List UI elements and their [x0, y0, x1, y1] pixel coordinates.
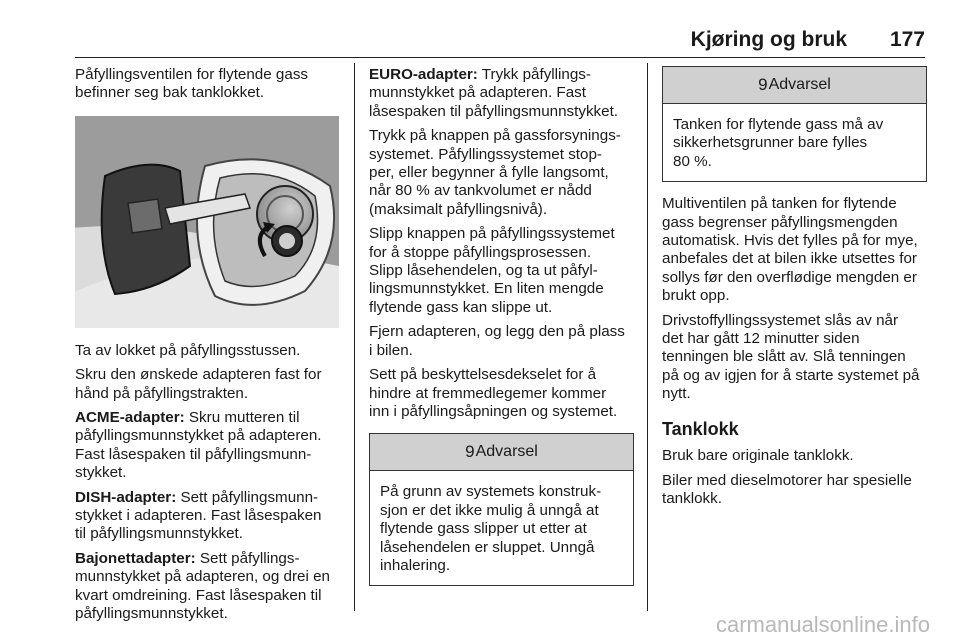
column-1 [75, 66, 340, 630]
euro-adapter-paragraph: EURO-adapter: Trykk påfyllings- munnstykket på adapteren. Fast låsespaken til påfyllingsmunnstykket. [369, 66, 619, 120]
remove-adapter-paragraph: Fjern adapteren, og legg den på plass i bilen. [369, 323, 625, 359]
section-title-tanklokk: Tanklokk [662, 418, 739, 439]
bayonet-adapter-paragraph: Bajonettadapter: Sett påfyllings- munnstykket på adapteren, og drei en kvart omdreining. Fast låsespaken til påfyllingsmunnstykket. [75, 549, 330, 623]
warning-text: Tanken for flytende gass må av sikkerhetsgrunner bare fylles 80 %. [673, 116, 884, 170]
acme-label: ACME-adapter: [75, 409, 185, 427]
release-button-paragraph: Slipp knappen på påfyllingssystemet for å stoppe påfyllingsprosessen. Slipp låsehendelen, og ta ut påfyl- lingsmunnstykket. En liten mengde flytende gass kan slippe ut. [369, 225, 615, 316]
intro-paragraph: Påfyllingsventilen for flytende gass befinner seg bak tanklokket. [75, 66, 309, 102]
column-divider-1 [354, 63, 355, 611]
diesel-caps-paragraph: Biler med dieselmotorer har spesielle tanklokk. [662, 471, 912, 507]
page-number: 177 [889, 28, 925, 51]
acme-adapter-paragraph: ACME-adapter: Skru mutteren til påfyllingsmunnstykket på adapteren. Fast låsespaken til påfyllingsmunn- stykket. [75, 409, 322, 482]
warning-title: Advarsel [768, 75, 831, 93]
page-header [75, 28, 925, 56]
fuel-filler-lpg-valve-illustration-icon [75, 116, 339, 328]
bayonet-label: Bajonettadapter: [75, 549, 196, 567]
fuel-filler-figure [75, 116, 339, 328]
protective-cover-paragraph: Sett på beskyttelsesdekselet for å hindre at fremmedlegemer kommer inn i påfyllingsåpningen og systemet. [369, 366, 618, 420]
column-3 [662, 66, 927, 514]
column-2 [369, 66, 634, 586]
warning-title: Advarsel [475, 443, 538, 461]
column-divider-2 [647, 63, 648, 611]
warning-text: På grunn av systemets konstruk- sjon er det ikke mulig å unngå at flytende gass slipper ut etter at låsehendelen er sluppet. Unngå inhalering. [380, 483, 602, 574]
euro-label: EURO-adapter: [369, 66, 478, 83]
warning-box-fill-level [662, 66, 927, 182]
dish-label: DISH-adapter: [75, 488, 177, 506]
warning-header [370, 434, 633, 471]
press-button-paragraph: Trykk på knappen på gassforsynings- systemet. Påfyllingssystemet stop- per, eller begynner å fylle langsomt, når 80 % av tankvolumet er nådd (maksimalt påfyllingsnivå). [369, 127, 621, 218]
fuel-system-shutoff-paragraph: Drivstoffyllingssystemet slås av når det har gått 12 minutter siden tenningen ble slått av. Slå tenningen på og av igjen for å starte systemet på nytt. [662, 311, 920, 403]
warning-header [663, 67, 926, 104]
dish-adapter-paragraph: DISH-adapter: Sett påfyllingsmunn- stykket i adapteren. Fast låsespaken til påfyllingsmunnstykket. [75, 488, 322, 543]
original-caps-paragraph: Bruk bare originale tanklokk. [662, 447, 854, 465]
header-rule [75, 57, 925, 58]
remove-cap-paragraph: Ta av lokket på påfyllingsstussen. [75, 341, 301, 359]
warning-box-gas-release [369, 433, 634, 586]
multivalve-paragraph: Multiventilen på tanken for flytende gass begrenser påfyllingsmengden automatisk. Hvis det fylles på for mye, anbefales det at bilen ikke utsettes for sollys før den overflødige mengden er brukt opp. [662, 195, 918, 305]
screw-adapter-paragraph: Skru den ønskede adapteren fast for hånd på påfyllingstrakten. [75, 366, 322, 402]
warning-triangle-icon: 9 [465, 442, 475, 462]
watermark: carmanualsonline.info [715, 612, 930, 637]
header-title: Kjøring og bruk [690, 28, 847, 51]
warning-triangle-icon: 9 [758, 74, 768, 94]
